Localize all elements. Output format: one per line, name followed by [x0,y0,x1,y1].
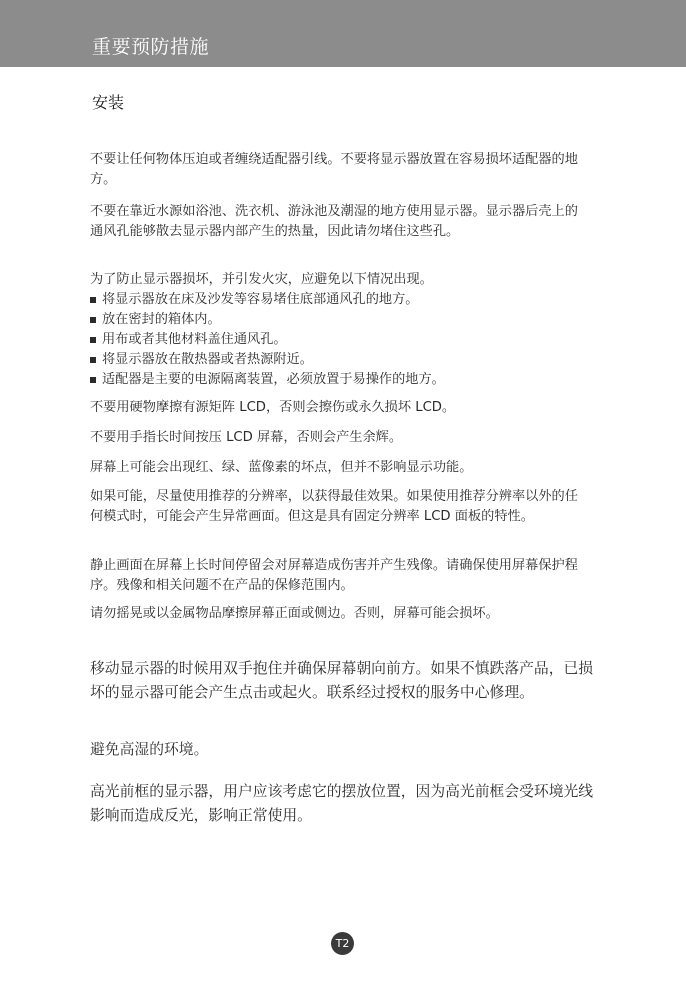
paragraph-adapter-cord: 不要让任何物体压迫或者缠绕适配器引线。不要将显示器放置在容易损坏适配器的地方。 [90,152,578,187]
paragraph-image-retention: 静止画面在屏幕上长时间停留会对屏幕造成伤害并产生残像。请确保使用屏幕保护程序。残像和相关问题不在产品的保修范围内。 [90,558,578,593]
paragraph-water-ventilation: 不要在靠近水源如浴池、洗衣机、游泳池及潮湿的地方使用显示器。显示器后壳上的通风孔能够散去显示器内部产生的热量，因此请勿堵住这些孔。 [90,204,578,239]
page-title: 重要预防措施 [92,36,210,58]
paragraph-glossy-bezel: 高光前框的显示器，用户应该考虑它的摆放位置，因为高光前框会受环境光线影响而造成反光，影响正常使用。 [90,783,594,824]
list-item: 放在密封的箱体内。 [90,310,578,330]
paragraph-finger-pressure: 不要用手指长时间按压 LCD 屏幕，否则会产生余辉。 [90,430,403,445]
paragraph-humidity: 避免高湿的环境。 [90,741,209,758]
paragraph-pixel-defects: 屏幕上可能会出现红、绿、蓝像素的坏点，但并不影响显示功能。 [90,460,473,475]
list-item: 用布或者其他材料盖住通风孔。 [90,330,578,350]
paragraph-fire-prevention-intro: 为了防止显示器损坏，并引发火灾，应避免以下情况出现。 [90,272,433,287]
paragraph-resolution: 如果可能，尽量使用推荐的分辨率，以获得最佳效果。如果使用推荐分辨率以外的任何模式时，可能会产生异常画面。但这是具有固定分辨率 LCD 面板的特性。 [90,489,578,524]
paragraph-hard-objects: 不要用硬物摩擦有源矩阵 LCD，否则会擦伤或永久损坏 LCD。 [90,400,456,415]
bullet-list [90,290,578,390]
paragraph-shaking: 请勿摇晃或以金属物品摩擦屏幕正面或侧边。否则，屏幕可能会损坏。 [90,606,499,621]
list-item: 适配器是主要的电源隔离装置，必须放置于易操作的地方。 [90,370,578,390]
section-title: 安装 [92,93,125,112]
page-number-badge: T2 [331,932,354,955]
list-item: 将显示器放在散热器或者热源附近。 [90,350,578,370]
header-bar [0,0,686,67]
paragraph-fire-prevention [90,270,578,390]
list-item: 将显示器放在床及沙发等容易堵住底部通风孔的地方。 [90,290,578,310]
paragraph-moving-display: 移动显示器的时候用双手抱住并确保屏幕朝向前方。如果不慎跌落产品，已损坏的显示器可能会产生点击或起火。联系经过授权的服务中心修理。 [90,660,594,701]
